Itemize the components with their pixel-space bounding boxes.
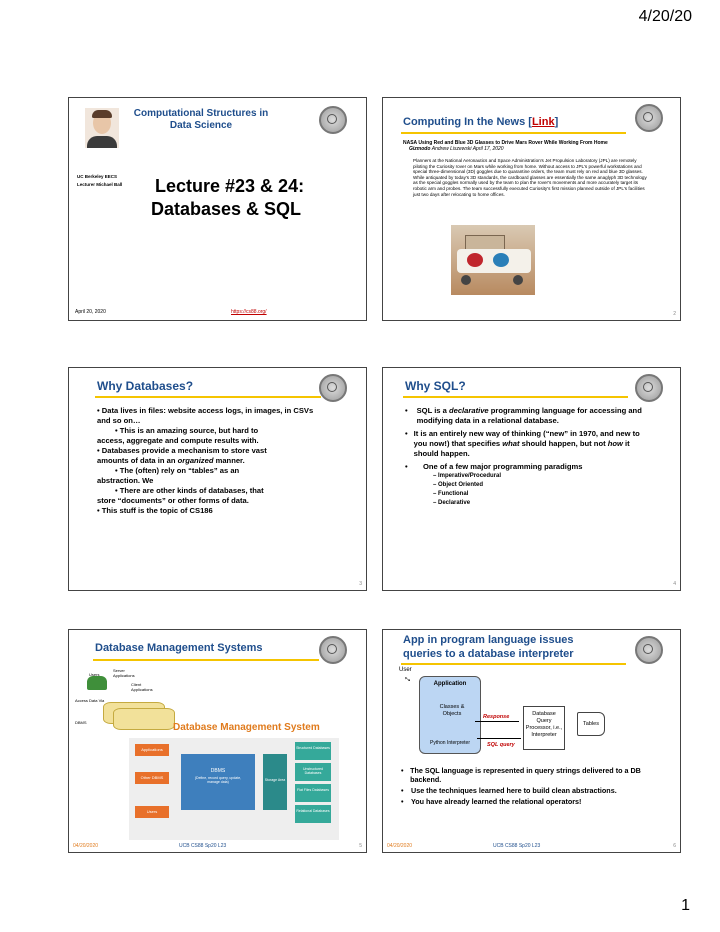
slide-3-title: Why Databases?: [97, 379, 194, 393]
slide-number: 5: [359, 843, 362, 849]
uc-seal-icon: [319, 106, 347, 134]
dbms-small-label: DBMS: [75, 720, 87, 725]
news-body: Planners at the National Aeronautics and Space Administration's Jet Propulsion Laboratory (JPL) are remotely piloting the Curiosity rover on Mars while working from home. Without access to JPL's powerful workstations and special three-dimensional (3D) goggles due to quarantine orders, the team must rely on red and blue 3D glasses. While antiquated by today's 3D standards, the cardboard glasses are essentially the same anaglyph 3D technology as the special goggles normally used by the team to plan the rover's movements and more accurately target its robotic arm and probes. The team successfully executed Curiosity's first mission planned outside of JPL's facilities just two days after relocating to home offices.: [413, 158, 647, 197]
bullet: • One of a few major programming paradigms: [405, 462, 583, 471]
sub-bullet: – Functional: [433, 491, 469, 497]
slide-4-body: [405, 406, 655, 508]
body-line: amounts of data in an organized manner.: [97, 456, 245, 465]
python-interpreter-label: Python Interpreter: [429, 740, 471, 746]
uc-seal-icon: [319, 374, 347, 402]
slide-3-body: [97, 406, 327, 516]
page-date: 4/20/20: [638, 8, 692, 25]
database-cylinder-icon: [113, 708, 175, 730]
server-apps-label: Server Applications: [113, 668, 135, 678]
access-label: Access Data Via: [75, 698, 105, 703]
lecturer-photo: [85, 108, 119, 148]
tables-box: Tables: [577, 712, 605, 736]
db-type-box: Unstructured Databases: [295, 763, 331, 781]
slide-1-title: [68, 97, 367, 321]
slide-number: 4: [673, 581, 676, 587]
user-arrow-icon: ↔: [400, 671, 416, 686]
title-rule: [95, 396, 321, 398]
slide-6-bullets: [401, 766, 651, 806]
users-figures-icon: [87, 676, 107, 690]
title-rule: [93, 659, 319, 661]
db-query-processor-box: Database Query Processor, i.e., Interpreter: [523, 706, 565, 750]
uc-seal-icon: [319, 636, 347, 664]
title-rule: [401, 663, 626, 665]
slide-number: 2: [673, 311, 676, 317]
user-label: User: [399, 667, 412, 673]
lecture-number: Lecture #23 & 24:: [155, 176, 305, 196]
response-arrow: [475, 721, 519, 722]
body-line: • Data lives in files: website access logs, in images, in CSVs and so on…: [97, 406, 314, 425]
sub-bullet: – Declarative: [433, 500, 471, 506]
bullet: • The SQL language is represented in query strings delivered to a DB backend.: [401, 766, 641, 784]
course-title: Computational Structures in Data Science: [133, 108, 269, 131]
lecturer: Lecturer Michael Ball: [77, 182, 123, 187]
bullet: • SQL is a declarative programming language for accessing and modifying data in a relational database.: [405, 406, 642, 425]
bullet: • It is an entirely new way of thinking (“new” in 1970, and new to you now!) that specifies what should happen, but not how it should happen.: [405, 429, 640, 458]
slide-date: 04/20/2020: [73, 843, 99, 849]
db-type-box: Flat Files Databases: [295, 784, 331, 802]
slide-2-title: Computing In the News [Link]: [403, 116, 559, 128]
course-footer: UCB CS88 Sp20 L23: [179, 843, 227, 849]
users-box: Users: [135, 806, 169, 818]
users-label: Users: [89, 672, 100, 677]
slide-4-why-sql: [382, 367, 681, 591]
sub-bullet: – Imperative/Procedural: [433, 473, 502, 479]
slide-date: 04/20/2020: [387, 843, 413, 849]
dbms-sub-label: (Define, record query, update, manage data): [194, 776, 242, 784]
uc-seal-icon: [635, 374, 663, 402]
title-rule: [401, 132, 626, 134]
body-line: • The (often) rely on “tables” as an: [115, 466, 240, 475]
client-apps-label: Client Applications: [131, 682, 153, 692]
slide-4-title: Why SQL?: [405, 379, 466, 393]
bullet: • You have already learned the relational operators!: [401, 797, 582, 806]
title-rule: [403, 396, 628, 398]
db-type-box: Structured Databases: [295, 742, 331, 760]
storage-area-box: Storage Area: [263, 754, 287, 810]
body-line: abstraction. We: [97, 476, 154, 485]
sub-bullet: – Object Oriented: [433, 482, 484, 488]
slide-6-sql-interpreter: [382, 629, 681, 853]
body-line: • This is an amazing source, but hard to: [115, 426, 259, 435]
slide-date: April 20, 2020: [75, 309, 106, 315]
application-label: Application: [433, 681, 467, 687]
slide-3-why-databases: [68, 367, 367, 591]
dbms-diagram-title: Database Management System: [173, 722, 320, 733]
applications-box: Applications: [135, 744, 169, 756]
body-line: • Databases provide a mechanism to store vast: [97, 446, 267, 455]
uc-seal-icon: [635, 636, 663, 664]
body-line: access, aggregate and compute results with.: [97, 436, 259, 445]
slide-number: 3: [359, 581, 362, 587]
slide-number: 6: [673, 843, 676, 849]
page-number: 1: [681, 897, 690, 914]
lecture-topic: Databases & SQL: [151, 199, 302, 219]
response-label: Response: [483, 714, 510, 720]
slide-5-dbms: [68, 629, 367, 853]
classes-objects-box: Classes & Objects: [439, 704, 465, 717]
course-link[interactable]: https://cs88.org/: [231, 309, 267, 315]
department: UC Berkeley EECS: [77, 174, 118, 179]
news-link[interactable]: Link: [531, 116, 555, 128]
slide-6-title-line-2: queries to a database interpreter: [403, 648, 574, 660]
rover-3d-glasses-image: [451, 225, 535, 295]
body-line: • This stuff is the topic of CS186: [97, 506, 213, 515]
slide-6-title-line-1: App in program language issues: [403, 634, 574, 646]
sql-query-label: SQL query: [487, 742, 515, 748]
other-dbms-box: Other DBMS: [135, 772, 169, 784]
db-type-box: Relational Databases: [295, 805, 331, 823]
slide-5-title: Database Management Systems: [95, 642, 263, 654]
body-line: store “documents” or other forms of data.: [97, 496, 249, 505]
slide-2-news: [382, 97, 681, 321]
uc-seal-icon: [635, 104, 663, 132]
course-footer: UCB CS88 Sp20 L23: [493, 843, 541, 849]
news-headline: NASA Using Red and Blue 3D Glasses to Drive Mars Rover While Working From Home Gizmodo Andrew Liszewski April 17, 2020: [403, 140, 608, 152]
bullet: • Use the techniques learned here to build clean abstractions.: [401, 786, 617, 795]
dbms-box: [181, 754, 255, 810]
body-line: • There are other kinds of databases, that: [115, 486, 264, 495]
sql-query-arrow: [477, 738, 521, 739]
dbms-label: DBMS: [210, 768, 226, 774]
